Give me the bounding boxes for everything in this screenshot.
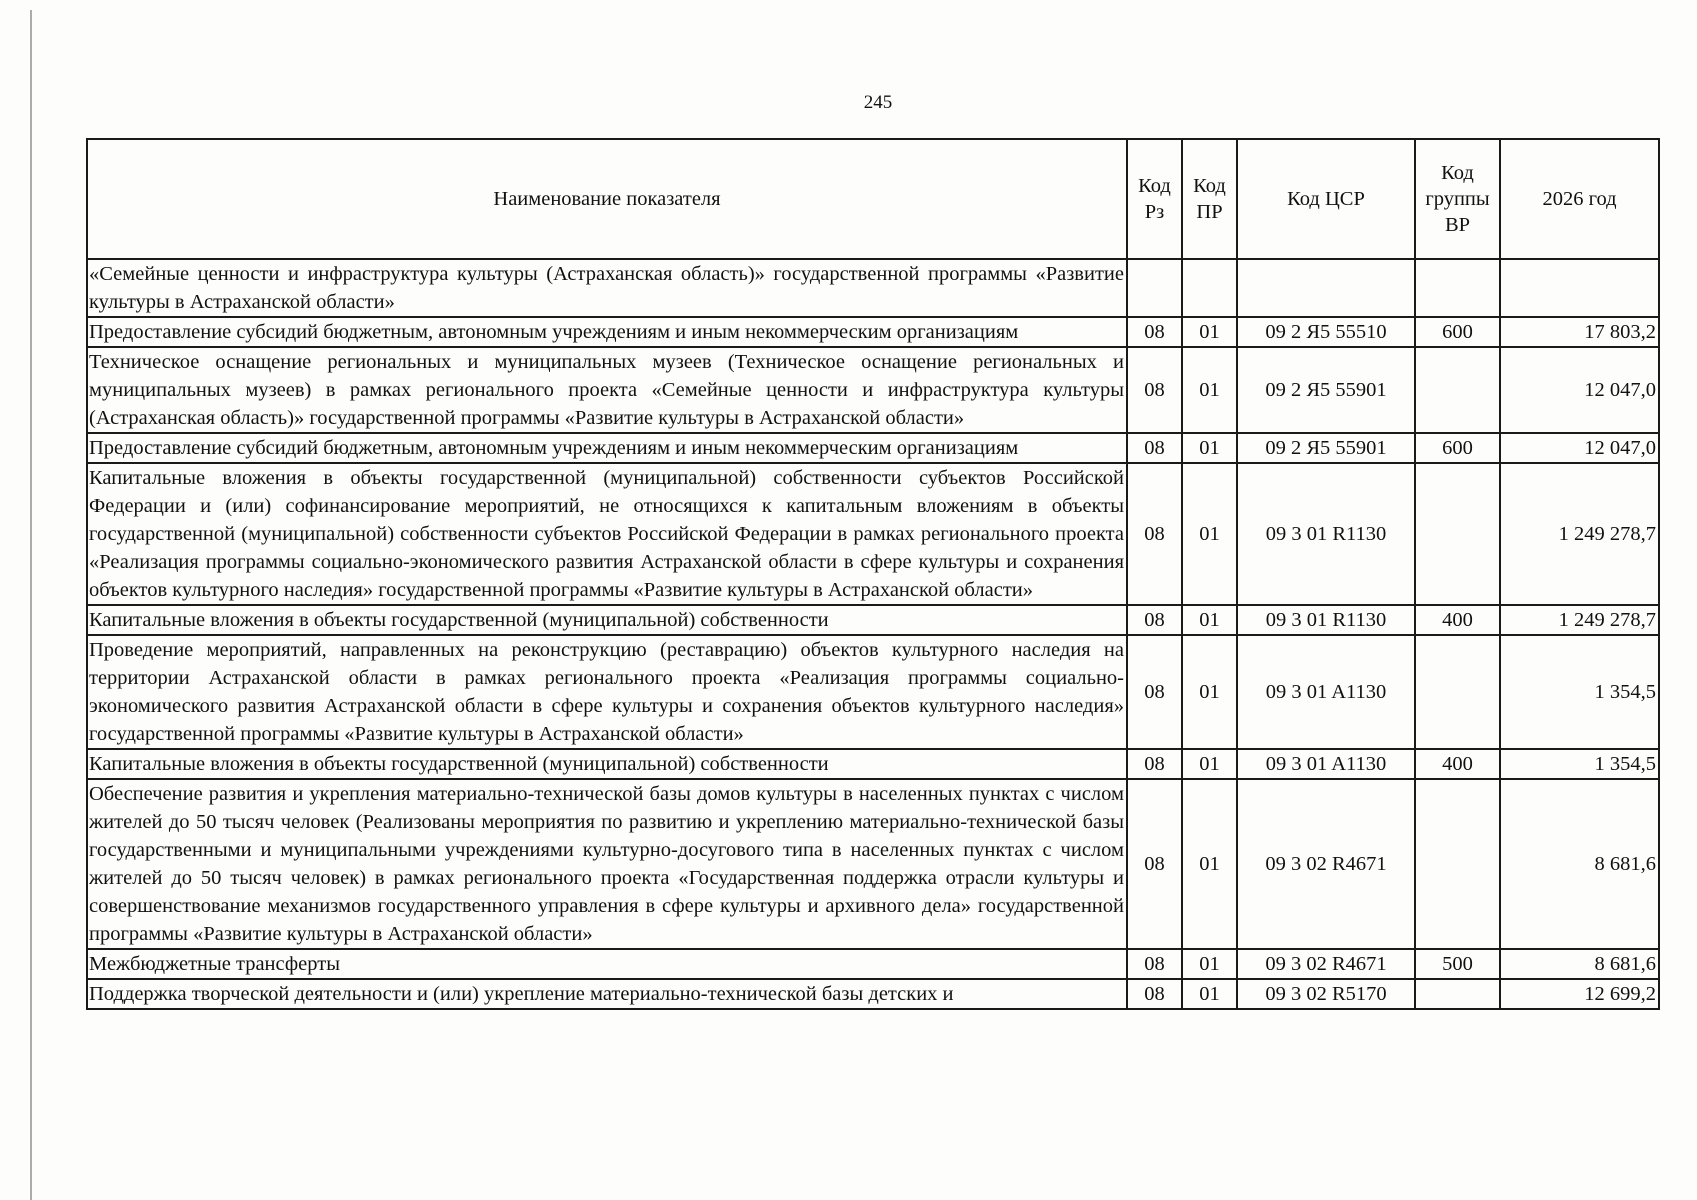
row-vr: 400 <box>1415 749 1500 779</box>
row-vr <box>1415 635 1500 749</box>
budget-table <box>86 138 1660 1010</box>
row-rz: 08 <box>1127 979 1182 1009</box>
table-row <box>87 979 1659 1009</box>
row-pr: 01 <box>1182 347 1237 433</box>
row-vr <box>1415 259 1500 317</box>
row-sum: 8 681,6 <box>1500 779 1659 949</box>
row-pr: 01 <box>1182 949 1237 979</box>
table-row <box>87 605 1659 635</box>
row-vr: 400 <box>1415 605 1500 635</box>
header-csr: Код ЦСР <box>1237 139 1415 259</box>
row-csr: 09 3 01 R1130 <box>1237 605 1415 635</box>
row-rz: 08 <box>1127 317 1182 347</box>
row-rz <box>1127 259 1182 317</box>
row-rz: 08 <box>1127 605 1182 635</box>
row-sum: 17 803,2 <box>1500 317 1659 347</box>
row-rz: 08 <box>1127 635 1182 749</box>
row-rz: 08 <box>1127 463 1182 605</box>
row-csr: 09 3 02 R5170 <box>1237 979 1415 1009</box>
row-pr: 01 <box>1182 979 1237 1009</box>
row-name: Капитальные вложения в объекты государственной (муниципальной) собственности <box>87 749 1127 779</box>
table-row <box>87 317 1659 347</box>
row-name: «Семейные ценности и инфраструктура культуры (Астраханская область)» государственной программы «Развитие культуры в Астраханской области» <box>87 259 1127 317</box>
row-rz: 08 <box>1127 779 1182 949</box>
row-pr: 01 <box>1182 433 1237 463</box>
row-csr: 09 2 Я5 55901 <box>1237 433 1415 463</box>
header-pr: Код ПР <box>1182 139 1237 259</box>
table-row <box>87 259 1659 317</box>
row-name: Капитальные вложения в объекты государственной (муниципальной) собственности <box>87 605 1127 635</box>
row-sum: 1 354,5 <box>1500 749 1659 779</box>
row-vr <box>1415 347 1500 433</box>
row-csr: 09 3 02 R4671 <box>1237 949 1415 979</box>
row-name: Проведение мероприятий, направленных на реконструкцию (реставрацию) объектов культурного наследия на территории Астраханской области в рамках регионального проекта «Реализация программы социально-экономического развития Астраханской области в сфере культуры и сохранения объектов культурного наследия» государственной программы «Развитие культуры в Астраханской области» <box>87 635 1127 749</box>
row-sum: 12 047,0 <box>1500 347 1659 433</box>
row-rz: 08 <box>1127 749 1182 779</box>
table-row <box>87 749 1659 779</box>
row-vr: 600 <box>1415 433 1500 463</box>
row-pr: 01 <box>1182 463 1237 605</box>
row-vr <box>1415 463 1500 605</box>
table-row <box>87 779 1659 949</box>
row-name: Поддержка творческой деятельности и (или) укрепление материально-технической базы детских и <box>87 979 1127 1009</box>
row-pr: 01 <box>1182 635 1237 749</box>
row-csr: 09 3 02 R4671 <box>1237 779 1415 949</box>
table-row <box>87 949 1659 979</box>
row-name: Предоставление субсидий бюджетным, автономным учреждениям и иным некоммерческим организациям <box>87 433 1127 463</box>
row-name: Предоставление субсидий бюджетным, автономным учреждениям и иным некоммерческим организациям <box>87 317 1127 347</box>
header-vr: Код группы ВР <box>1415 139 1500 259</box>
row-sum: 12 699,2 <box>1500 979 1659 1009</box>
row-csr: 09 2 Я5 55901 <box>1237 347 1415 433</box>
row-rz: 08 <box>1127 347 1182 433</box>
row-vr <box>1415 979 1500 1009</box>
page-number: 245 <box>863 92 893 113</box>
row-pr: 01 <box>1182 779 1237 949</box>
table-row <box>87 463 1659 605</box>
row-vr: 500 <box>1415 949 1500 979</box>
table-row <box>87 433 1659 463</box>
row-name: Техническое оснащение региональных и муниципальных музеев (Техническое оснащение региональных и муниципальных музеев) в рамках регионального проекта «Семейные ценности и инфраструктура культуры (Астраханская область)» государственной программы «Развитие культуры в Астраханской области» <box>87 347 1127 433</box>
table-row <box>87 635 1659 749</box>
row-vr: 600 <box>1415 317 1500 347</box>
row-pr <box>1182 259 1237 317</box>
row-name: Межбюджетные трансферты <box>87 949 1127 979</box>
row-csr: 09 3 01 R1130 <box>1237 463 1415 605</box>
binding-line <box>30 10 32 1200</box>
row-sum: 12 047,0 <box>1500 433 1659 463</box>
row-pr: 01 <box>1182 749 1237 779</box>
row-name: Обеспечение развития и укрепления материально-технической базы домов культуры в населенных пунктах с числом жителей до 50 тысяч человек (Реализованы мероприятия по развитию и укреплению материально-технической базы государственными и муниципальными учреждениями культурно-досугового типа в населенных пунктах с числом жителей до 50 тысяч человек) в рамках регионального проекта «Государственная поддержка отрасли культуры и совершенствование механизмов государственного управления в сфере культуры и архивного дела» государственной программы «Развитие культуры в Астраханской области» <box>87 779 1127 949</box>
row-sum: 1 249 278,7 <box>1500 605 1659 635</box>
table-row <box>87 347 1659 433</box>
row-sum: 1 354,5 <box>1500 635 1659 749</box>
row-sum: 8 681,6 <box>1500 949 1659 979</box>
row-rz: 08 <box>1127 433 1182 463</box>
header-year: 2026 год <box>1500 139 1659 259</box>
row-csr <box>1237 259 1415 317</box>
row-csr: 09 3 01 A1130 <box>1237 749 1415 779</box>
row-sum: 1 249 278,7 <box>1500 463 1659 605</box>
row-vr <box>1415 779 1500 949</box>
row-name: Капитальные вложения в объекты государственной (муниципальной) собственности субъектов Российской Федерации и (или) софинансирование мероприятий, не относящихся к капитальным вложениям в объекты государственной (муниципальной) собственности субъектов Российской Федерации в рамках регионального проекта «Реализация программы социально-экономического развития Астраханской области в сфере культуры и сохранения объектов культурного наследия» государственной программы «Развитие культуры в Астраханской области» <box>87 463 1127 605</box>
table-header-row <box>87 139 1659 259</box>
row-sum <box>1500 259 1659 317</box>
row-pr: 01 <box>1182 605 1237 635</box>
row-csr: 09 3 01 A1130 <box>1237 635 1415 749</box>
header-rz: Код Рз <box>1127 139 1182 259</box>
row-csr: 09 2 Я5 55510 <box>1237 317 1415 347</box>
row-rz: 08 <box>1127 949 1182 979</box>
header-name: Наименование показателя <box>87 139 1127 259</box>
row-pr: 01 <box>1182 317 1237 347</box>
